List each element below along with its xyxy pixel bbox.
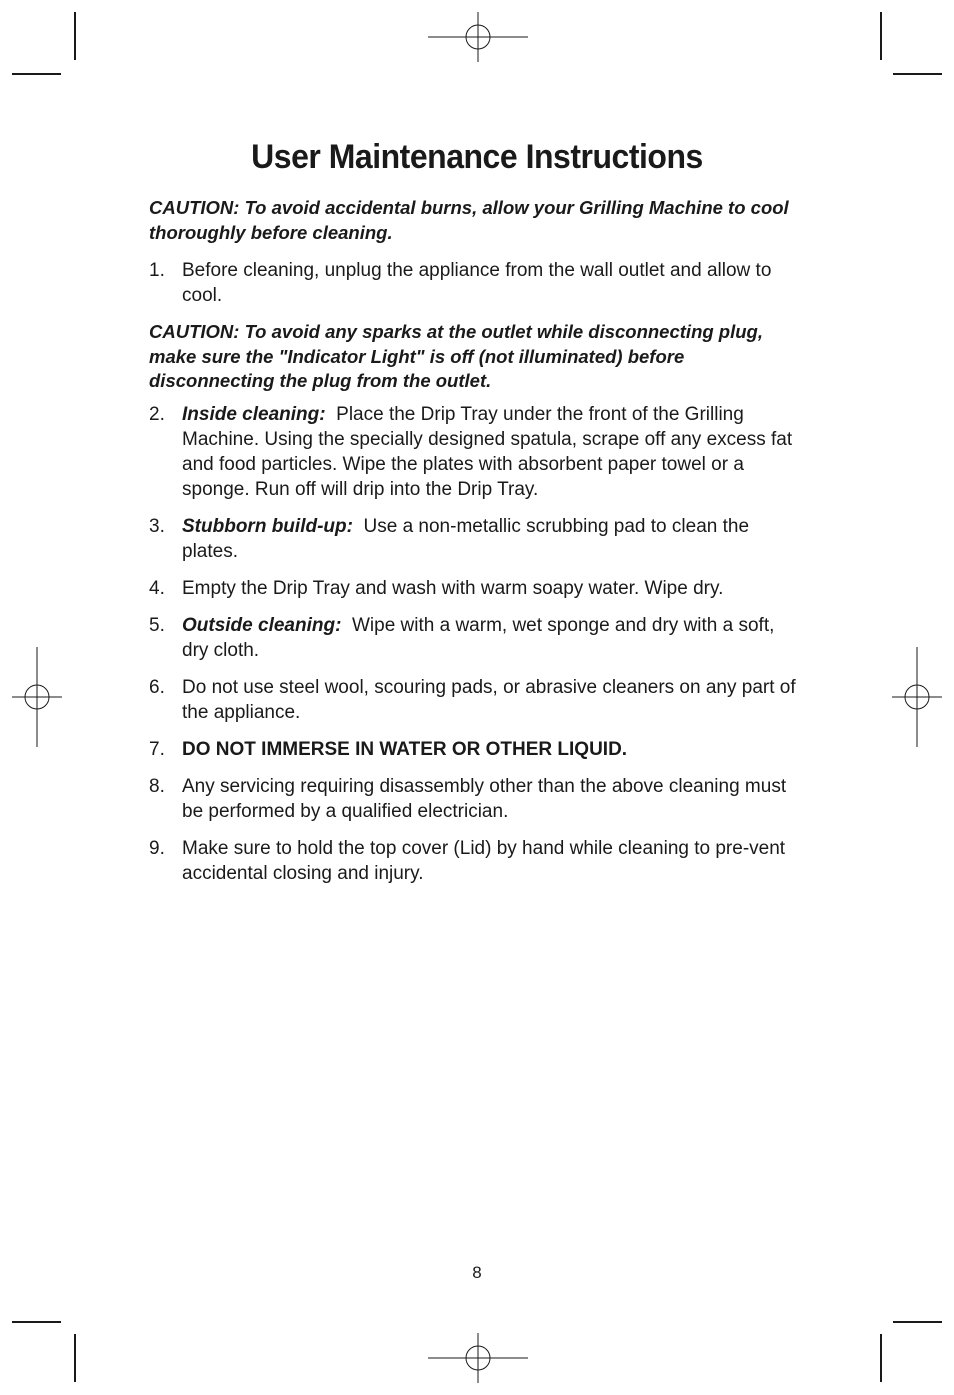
- list-item: [149, 675, 804, 725]
- item-lead: Outside cleaning:: [182, 614, 342, 636]
- item-number: 7.: [149, 738, 165, 760]
- list-item: [149, 774, 804, 824]
- item-number: 3.: [149, 515, 165, 537]
- item-text: [182, 613, 804, 663]
- item-text: [182, 514, 804, 564]
- crop-mark: [880, 1334, 882, 1382]
- list-item: [149, 737, 804, 762]
- item-text: Do not use steel wool, scouring pads, or abrasive cleaners on any part of the appliance.: [182, 676, 796, 723]
- item-number: 5.: [149, 614, 165, 636]
- registration-mark-icon: [428, 12, 528, 62]
- item-text: DO NOT IMMERSE IN WATER OR OTHER LIQUID.: [182, 738, 628, 760]
- caution-burns: CAUTION: To avoid accidental burns, allow your Grilling Machine to cool thoroughly before cleaning.: [149, 197, 789, 243]
- crop-mark: [893, 1321, 942, 1323]
- item-body: Wipe with a warm, wet sponge and dry with a soft, dry cloth.: [182, 614, 775, 661]
- item-number: 4.: [149, 577, 165, 599]
- page-title: User Maintenance Instructions: [251, 138, 703, 176]
- registration-mark-icon: [12, 647, 62, 747]
- item-body: Place the Drip Tray under the front of the Grilling Machine. Using the specially designed spatula, scrape off any excess fat and food particles. Wipe the plates with absorbent paper towel or a sponge. Run off will drip into the Drip Tray.: [182, 403, 793, 500]
- list-item: [149, 836, 804, 886]
- crop-mark: [12, 73, 61, 75]
- item-text: Empty the Drip Tray and wash with warm soapy water. Wipe dry.: [182, 577, 724, 599]
- item-number: 1.: [149, 260, 165, 281]
- item-text: Make sure to hold the top cover (Lid) by hand while cleaning to pre-vent accidental closing and injury.: [182, 837, 786, 884]
- caution-sparks: CAUTION: To avoid any sparks at the outlet while disconnecting plug, make sure the "Indicator Light" is off (not illuminated) before disconnecting the plug from the outlet.: [149, 321, 763, 391]
- item-number: 9.: [149, 837, 165, 859]
- crop-mark: [74, 12, 76, 60]
- item-text: Any servicing requiring disassembly other than the above cleaning must be performed by a qualified electrician.: [182, 775, 787, 822]
- registration-mark-icon: [428, 1333, 528, 1383]
- instructions-body: [149, 196, 804, 886]
- item-text: Before cleaning, unplug the appliance from the wall outlet and allow to cool.: [182, 260, 772, 306]
- list-item: [149, 258, 804, 308]
- crop-mark: [893, 73, 942, 75]
- registration-mark-icon: [892, 647, 942, 747]
- item-number: 2.: [149, 403, 165, 425]
- list-item: [149, 613, 804, 663]
- list-item: [149, 514, 804, 564]
- page-number: 8: [472, 1263, 482, 1282]
- item-body: Use a non-metallic scrubbing pad to clean the plates.: [182, 515, 750, 562]
- list-item: [149, 402, 804, 502]
- item-number: 6.: [149, 676, 165, 698]
- item-lead: Inside cleaning:: [182, 403, 326, 425]
- item-text: [182, 402, 804, 502]
- list-item: [149, 576, 804, 601]
- crop-mark: [880, 12, 882, 60]
- crop-mark: [74, 1334, 76, 1382]
- item-lead: Stubborn build-up:: [182, 515, 353, 537]
- crop-mark: [12, 1321, 61, 1323]
- item-number: 8.: [149, 775, 165, 797]
